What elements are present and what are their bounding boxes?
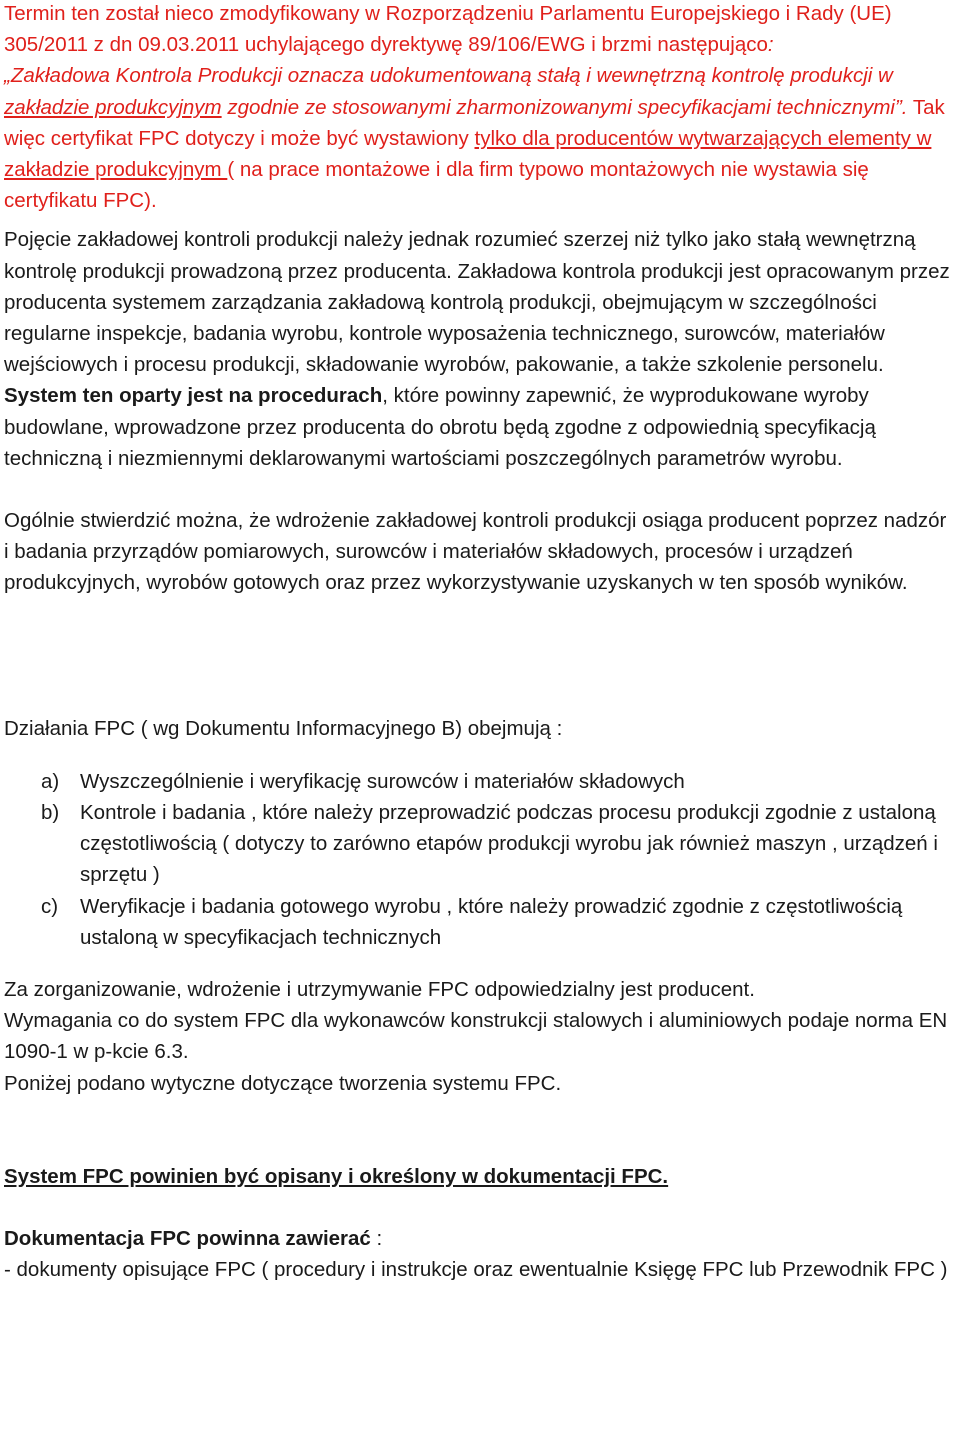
spacer: [4, 216, 954, 224]
list-item: [4, 797, 954, 891]
list-item: [4, 766, 954, 797]
fpc-actions-heading: Działania FPC ( wg Dokumentu Informacyjnego B) obejmują :: [4, 716, 563, 740]
fpc-actions-list: [4, 766, 954, 953]
spacer: [4, 1192, 954, 1223]
spacer: [4, 599, 954, 713]
guidelines-line: Poniżej podano wytyczne dotyczące tworzenia systemu FPC.: [4, 1071, 562, 1095]
fpc-system-heading: System FPC powinien być opisany i określony w dokumentacji FPC.: [4, 1164, 669, 1188]
fpc-concept-tail: , które powinny zapewnić, że wyprodukowane wyroby budowlane, wprowadzone przez producenta do obrotu będą zgodne z odpowiednią specyfikacją techniczną i niezmiennymi deklarowanymi wartościami poszczególnych parametrów wyrobu.: [4, 384, 876, 470]
documentation-heading-colon: :: [370, 1227, 383, 1251]
list-item-text: Wyszczególnienie i weryfikację surowców i materiałów składowych: [80, 769, 685, 793]
fpc-certificate-text: Tak więc certyfikat FPC dotyczy i może być wystawiony: [4, 95, 945, 150]
list-item-text: Weryfikacje i badania gotowego wyrobu , które należy prowadzić zgodnie z częstotliwością ustaloną w specyfikacjach technicznych: [80, 894, 903, 949]
fpc-concept-paragraph: [4, 224, 954, 474]
documentation-heading: Dokumentacja FPC powinna zawierać: [4, 1227, 371, 1251]
intro-colon: :: [767, 33, 774, 57]
fpc-concept-text: Pojęcie zakładowej kontroli produkcji należy jednak rozumieć szerzej niż tylko jako stałą wewnętrzną kontrolę produkcji prowadzoną przez producenta. Zakładowa kontrola produkcji jest opracowanym przez producenta systemem zarządzania zakładową kontrolą produkcji, obejmującym w szczególności regularne inspekcje, badania wyrobu, kontrole wyposażenia technicznego, surowców, materiałów wejściowych i procesu produkcji, składowanie wyrobów, pakowanie, a także szkolenie personelu.: [4, 228, 950, 377]
spacer: [4, 1099, 954, 1161]
definition-quote-start: „Zakładowa Kontrola Produkcji oznacza udokumentowaną stałą i wewnętrzną kontrolę produkcji w: [4, 64, 893, 88]
requirements-line: Wymagania co do system FPC dla wykonawców konstrukcji stalowych i aluminiowych podaje norma EN 1090-1 w p-kcie 6.3.: [4, 1009, 948, 1064]
responsibility-line: Za zorganizowanie, wdrożenie i utrzymywanie FPC odpowiedzialny jest producent.: [4, 978, 755, 1002]
fpc-procedures-bold: System ten oparty jest na procedurach: [4, 384, 383, 408]
list-item-text: Kontrole i badania , które należy przeprowadzić podczas procesu produkcji zgodnie z ustaloną częstotliwością ( dotyczy to zarówno etapów produkcji wyrobu jak również maszyn , urządzeń i sprzętu ): [80, 801, 938, 887]
list-marker: a): [41, 769, 60, 793]
documentation-heading-line: [4, 1223, 954, 1254]
list-marker: c): [41, 894, 59, 918]
document-page: [4, 0, 954, 1286]
spacer: [4, 953, 954, 974]
documentation-item: - dokumenty opisujące FPC ( procedury i instrukcje oraz ewentualnie Księgę FPC lub Przewodnik FPC ): [4, 1258, 948, 1282]
fpc-certificate-note: ( na prace montażowe i dla firm typowo montażowych nie wystawia się certyfikatu FPC).: [4, 158, 869, 213]
definition-quote-underlined: zakładzie produkcyjnym: [4, 95, 222, 119]
list-item: [4, 891, 954, 953]
spacer: [4, 744, 954, 766]
definition-quote-end: zgodnie ze stosowanymi zharmonizowanymi specyfikacjami technicznymi”.: [221, 95, 908, 119]
fpc-certificate-underlined: tylko dla producentów wytwarzających elementy w zakładzie produkcyjnym: [4, 126, 932, 182]
list-marker: b): [41, 801, 60, 825]
fpc-implementation-paragraph: Ogólnie stwierdzić można, że wdrożenie zakładowej kontroli produkcji osiąga producent poprzez nadzór i badania przyrządów pomiarowych, surowców i materiałów składowych, procesów i urządzeń produkcyjnych, wyrobów gotowych oraz przez wykorzystywanie uzyskanych w ten sposób wyników.: [4, 509, 947, 595]
intro-text: Termin ten został nieco zmodyfikowany w Rozporządzeniu Parlamentu Europejskiego i Rady (UE) 305/2011 z dn 09.03.2011 uchylającego dyrektywę 89/106/EWG i brzmi następująco: [4, 2, 892, 57]
spacer: [4, 474, 954, 505]
intro-paragraph: [4, 0, 954, 216]
